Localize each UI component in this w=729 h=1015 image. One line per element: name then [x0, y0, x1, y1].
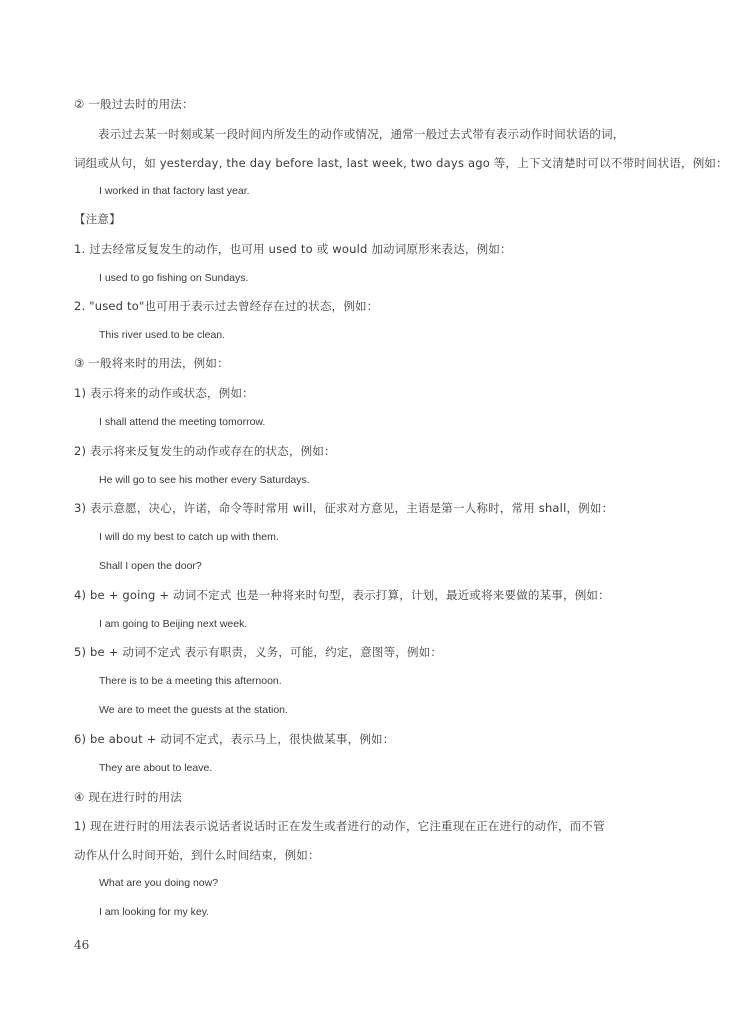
- example-sentence: I will do my best to catch up with them.: [99, 531, 279, 543]
- example-sentence: He will go to see his mother every Saturdays.: [99, 474, 310, 486]
- example-sentence: I worked in that factory last year.: [99, 185, 250, 197]
- note-item: 1. 过去经常反复发生的动作，也可用 used to 或 would 加动词原形来表达，例如：: [74, 242, 512, 256]
- rule-item: 5) be + 动词不定式 表示有职责，义务，可能，约定，意图等，例如：: [74, 645, 443, 659]
- rule-item: 3) 表示意愿，决心，许诺，命令等时常用 will，征求对方意见，主语是第一人称时，常用 shall，例如：: [74, 501, 614, 515]
- example-sentence: I used to go fishing on Sundays.: [99, 272, 249, 284]
- section-heading-past-tense: ② 一般过去时的用法：: [74, 97, 194, 111]
- example-sentence: This river used to be clean.: [99, 329, 226, 341]
- paragraph-line: 词组或从句，如 yesterday, the day before last, last week, two days ago 等，上下文清楚时可以不带时间状语，例如：: [74, 156, 728, 170]
- example-sentence: I shall attend the meeting tomorrow.: [99, 416, 266, 428]
- example-sentence: There is to be a meeting this afternoon.: [99, 675, 282, 687]
- page-number: 46: [74, 938, 90, 952]
- example-sentence: What are you doing now?: [99, 877, 219, 889]
- paragraph-line: 动作从什么时间开始，到什么时间结束，例如：: [74, 848, 320, 862]
- example-sentence: They are about to leave.: [99, 762, 213, 774]
- rule-item: 1) 表示将来的动作或状态，例如：: [74, 386, 254, 400]
- section-heading-future-tense: ③ 一般将来时的用法，例如：: [74, 356, 229, 370]
- rule-item: 4) be + going + 动词不定式 也是一种将来时句型，表示打算，计划，最近或将来要做的某事，例如：: [74, 588, 610, 602]
- section-heading-present-continuous: ④ 现在进行时的用法: [74, 790, 182, 804]
- example-sentence: I am going to Beijing next week.: [99, 618, 248, 630]
- example-sentence: I am looking for my key.: [99, 906, 210, 918]
- rule-item: 6) be about + 动词不定式，表示马上，很快做某事，例如：: [74, 732, 395, 746]
- paragraph-line: 表示过去某一时刻或某一段时间内所发生的动作或情况，通常一般过去式带有表示动作时间状语的词，: [98, 127, 625, 141]
- example-sentence: Shall I open the door?: [99, 560, 202, 572]
- rule-item: 2) 表示将来反复发生的动作或存在的状态，例如：: [74, 444, 336, 458]
- note-heading: 【注意】: [74, 212, 121, 226]
- note-item: 2. "used to"也可用于表示过去曾经存在过的状态，例如：: [74, 299, 379, 313]
- example-sentence: We are to meet the guests at the station.: [99, 704, 288, 716]
- rule-item: 1) 现在进行时的用法表示说话者说话时正在发生或者进行的动作，它注重现在正在进行的动作，而不管: [74, 819, 605, 833]
